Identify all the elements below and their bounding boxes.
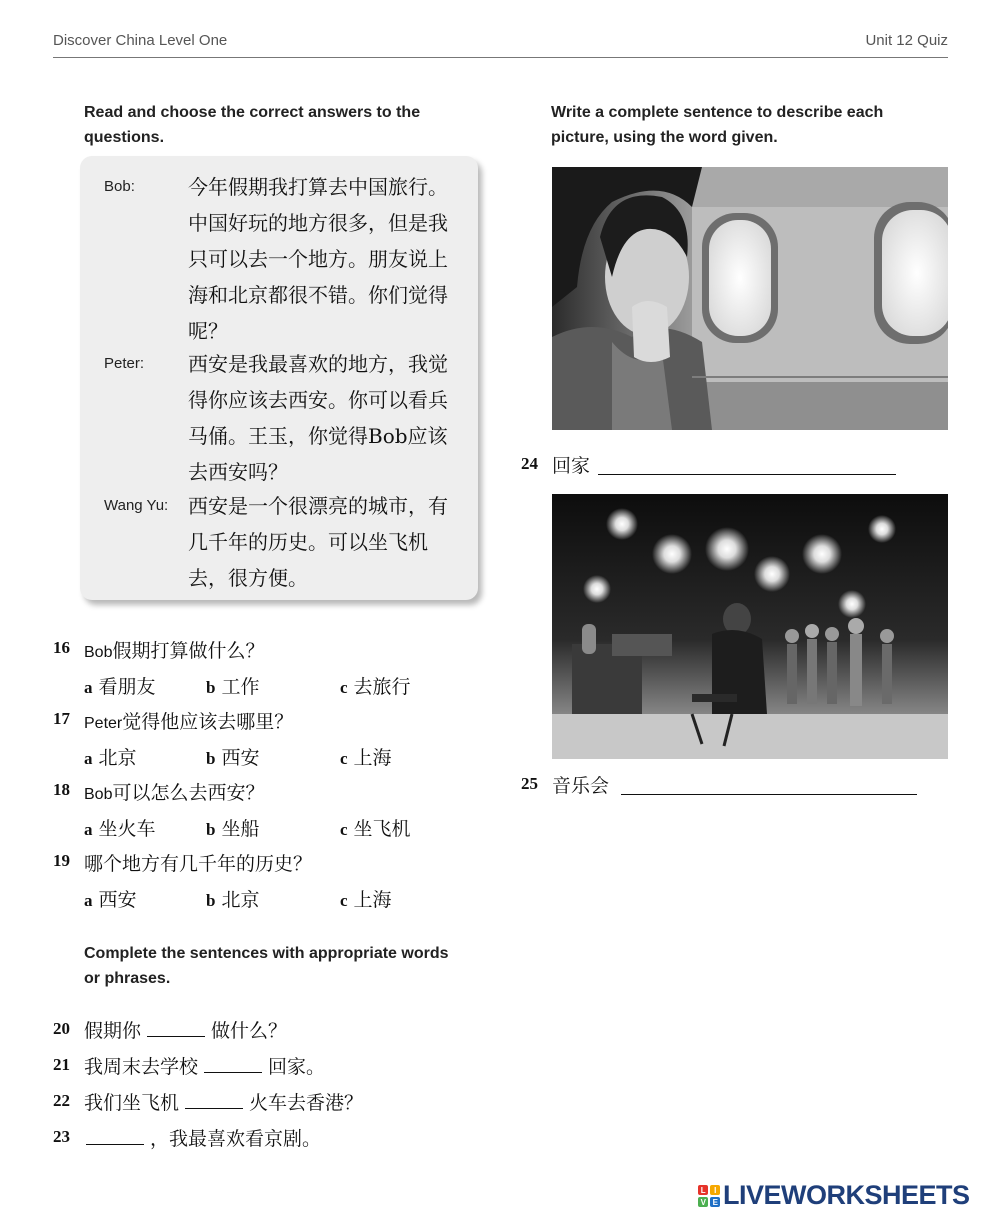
question-25-word: 音乐会 bbox=[552, 775, 610, 797]
question-21-number: 21 bbox=[53, 1055, 70, 1074]
question-16-text: Bob假期打算做什么？ bbox=[84, 640, 265, 662]
question-18-option-b[interactable]: b 坐船 bbox=[206, 818, 260, 840]
question-23-number: 23 bbox=[53, 1127, 70, 1146]
question-17-text: Peter觉得他应该去哪里？ bbox=[84, 711, 294, 733]
question-16-option-b[interactable]: b 工作 bbox=[206, 676, 260, 698]
liveworksheets-logo-text: LIVEWORKSHEETS bbox=[723, 1180, 970, 1210]
logo-mark-letter-i: I bbox=[714, 1186, 716, 1195]
question-21-blank[interactable] bbox=[204, 1054, 262, 1073]
airplane-photo bbox=[552, 167, 948, 430]
question-17-option-b[interactable]: b 西安 bbox=[206, 747, 260, 769]
question-19-option-a[interactable]: a 西安 bbox=[84, 889, 137, 911]
dialogue-bob: 今年假期我打算去中国旅行。 中国好玩的地方很多，但是我 只可以去一个地方。朋友说上 海和北京都很不错。你们觉得 呢？ bbox=[188, 175, 448, 343]
question-25-answer-line[interactable] bbox=[621, 794, 917, 795]
question-25-number: 25 bbox=[521, 774, 538, 793]
question-23-sentence: ，我最喜欢看京剧。 bbox=[80, 1124, 321, 1151]
question-19-text: 哪个地方有几千年的历史？ bbox=[84, 853, 313, 875]
question-17-option-a[interactable]: a 北京 bbox=[84, 747, 137, 769]
concert-photo bbox=[552, 494, 948, 759]
dialogue-box bbox=[80, 156, 478, 600]
question-20-blank[interactable] bbox=[147, 1018, 205, 1037]
header-unit: Unit 12 Quiz bbox=[865, 32, 948, 49]
question-24-word: 回家 bbox=[552, 455, 591, 477]
question-20-number: 20 bbox=[53, 1019, 70, 1038]
question-18-option-c[interactable]: c 坐飞机 bbox=[340, 818, 411, 840]
concert-photo-illustration bbox=[552, 494, 948, 759]
question-18-text: Bob可以怎么去西安？ bbox=[84, 782, 265, 804]
question-20-sentence: 假期你 做什么？ bbox=[84, 1020, 288, 1042]
question-23-blank[interactable] bbox=[86, 1126, 144, 1145]
header-divider bbox=[53, 57, 948, 58]
question-24-answer-line[interactable] bbox=[598, 474, 896, 475]
writing-instruction: Write a complete sentence to describe each picture, using the word given. bbox=[551, 104, 884, 146]
question-18-number: 18 bbox=[53, 780, 70, 799]
question-22-sentence: 我们坐飞机 火车去香港？ bbox=[84, 1092, 364, 1114]
question-18-option-a[interactable]: a 坐火车 bbox=[84, 818, 156, 840]
dialogue-peter: 西安是我最喜欢的地方，我觉 得你应该去西安。你可以看兵 马俑。王玉，你觉得Bob应该 去西安吗？ bbox=[188, 352, 448, 484]
airplane-photo-illustration bbox=[552, 167, 948, 430]
speaker-wang-yu: Wang Yu: bbox=[104, 497, 169, 514]
dialogue-wang-yu: 西安是一个很漂亮的城市，有 几千年的历史。可以坐飞机 去，很方便。 bbox=[188, 494, 448, 590]
question-16-number: 16 bbox=[53, 638, 70, 657]
question-16-option-a[interactable]: a 看朋友 bbox=[84, 676, 156, 698]
question-16-option-c[interactable]: c 去旅行 bbox=[340, 676, 411, 698]
logo-mark-letter-v: V bbox=[700, 1198, 706, 1207]
question-19-option-c[interactable]: c 上海 bbox=[340, 889, 392, 911]
logo-mark-letter-e: E bbox=[712, 1198, 718, 1207]
question-17-option-c[interactable]: c 上海 bbox=[340, 747, 392, 769]
question-19-option-b[interactable]: b 北京 bbox=[206, 889, 260, 911]
liveworksheets-logo-icon bbox=[698, 1185, 720, 1207]
question-24-number: 24 bbox=[521, 454, 538, 473]
question-21-sentence: 我周末去学校 回家。 bbox=[84, 1056, 326, 1078]
reading-instruction: Read and choose the correct answers to the questions. bbox=[84, 104, 421, 146]
question-22-number: 22 bbox=[53, 1091, 70, 1110]
completion-instruction: Complete the sentences with appropriate words or phrases. bbox=[84, 945, 449, 987]
liveworksheets-logo[interactable] bbox=[698, 1180, 970, 1211]
speaker-bob: Bob: bbox=[104, 178, 135, 195]
question-17-number: 17 bbox=[53, 709, 70, 728]
logo-mark-letter-l: L bbox=[700, 1186, 706, 1195]
question-19-number: 19 bbox=[53, 851, 70, 870]
speaker-peter: Peter: bbox=[104, 355, 145, 372]
question-22-blank[interactable] bbox=[185, 1090, 243, 1109]
header-title: Discover China Level One bbox=[53, 32, 228, 49]
